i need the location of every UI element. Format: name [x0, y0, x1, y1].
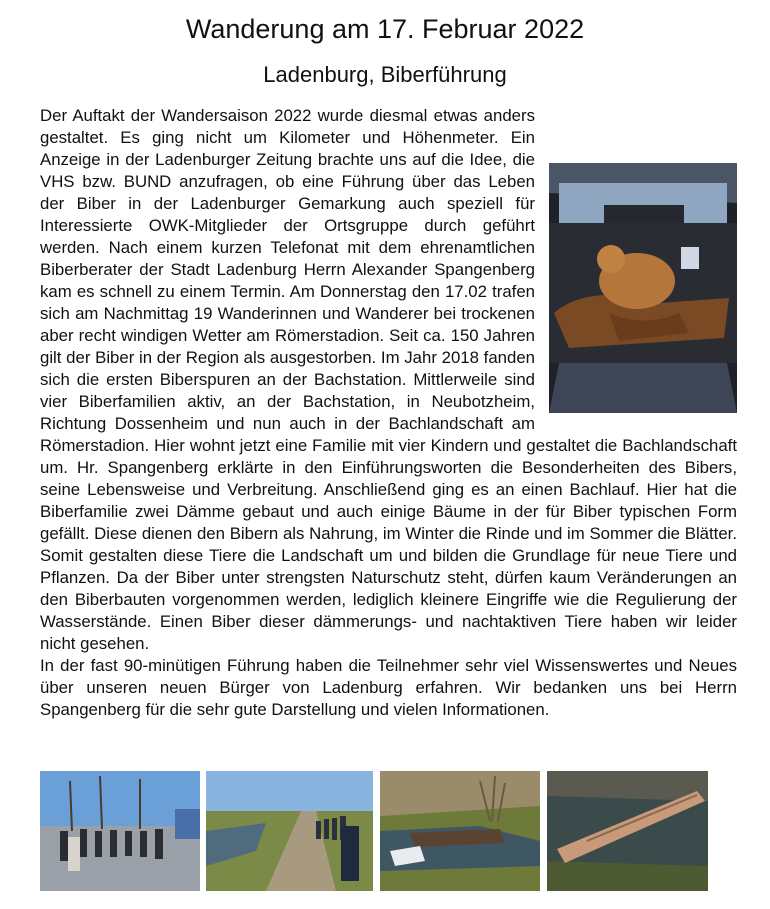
- article-body: [40, 105, 737, 721]
- photo-gallery: [40, 771, 708, 891]
- page-subtitle: Ladenburg, Biberführung: [263, 62, 507, 87]
- felled-tree-photo: [547, 771, 708, 891]
- beaver-dam-photo: [380, 771, 540, 891]
- page-title: Wanderung am 17. Februar 2022: [185, 14, 585, 44]
- riverside-path-photo: [206, 771, 373, 891]
- beaver-in-car-trunk-photo: [549, 163, 737, 413]
- article-paragraph-2: In der fast 90-minütigen Führung haben die Teilnehmer sehr viel Wissenswertes und Neues über unseren neuen Bürger von Ladenburg erfahren. Wir bedanken uns bei Herrn Spangenberg für die sehr gute Darstellung und vielen Informationen.: [40, 656, 737, 719]
- group-walk-photo: [40, 771, 200, 891]
- article-paragraph-1: Der Auftakt der Wandersaison 2022 wurde diesmal etwas anders gestaltet. Es ging nicht um Kilometer und Höhenmeter. Ein Anzeige in der Ladenburger Zeitung brachte uns auf die Idee, die VHS bzw. BUND anzufragen, ob eine Führung über das Leben der Biber in der Ladenburger Gemarkung auch speziell für Interessierte OWK-Mitglieder der Ortsgruppe durch geführt werden. Nach einem kurzen Telefonat mit dem ehrenamtlichen Biberberater der Stadt Ladenburg Herrn Alexander Spangenberg kam es schnell zu einem Termin. Am Donnerstag den 17.02 trafen sich am Nachmittag 19 Wanderinnen und Wanderer bei trockenen aber recht windigen Wetter am Römerstadion. Seit ca. 150 Jahren gilt der Biber in der Region als ausgestorben. Im Jahr 2018 fanden sich die ersten Biberspuren an der Bachstation. Mittlerweile sind vier Biberfamilien aktiv, an der Bachstation, in Neubotzheim, Richtung Dossenheim und nun auch in der Bachlandschaft am Römerstadion. Hier wohnt jetzt eine Familie mit vier Kindern und gestaltet die Bachlandschaft um. Hr. Spangenberg erklärte in den Einführungsworten die Besonderheiten des Bibers, seine Lebensweise und Verbreitung. Anschließend ging es an einen Bachlauf. Hier hat die Biberfamilie zwei Dämme gebaut und auch einige Bäume in der für Biber typischen Form gefällt. Diese dienen den Bibern als Nahrung, im Winter die Rinde und im Sommer die Blätter. Somit gestalten diese Tiere die Landschaft um und bilden die Grundlage für neue Tiere und Pflanzen. Da der Biber unter strengsten Naturschutz steht, dürfen kaum Veränderungen an den Biberbauten vorgenommen werden, lediglich kleinere Eingriffe wie die Regulierung der Wasserstände. Einen Biber dieser dämmerungs- und nachtaktiven Tiere haben wir leider nicht gesehen.: [40, 106, 737, 653]
